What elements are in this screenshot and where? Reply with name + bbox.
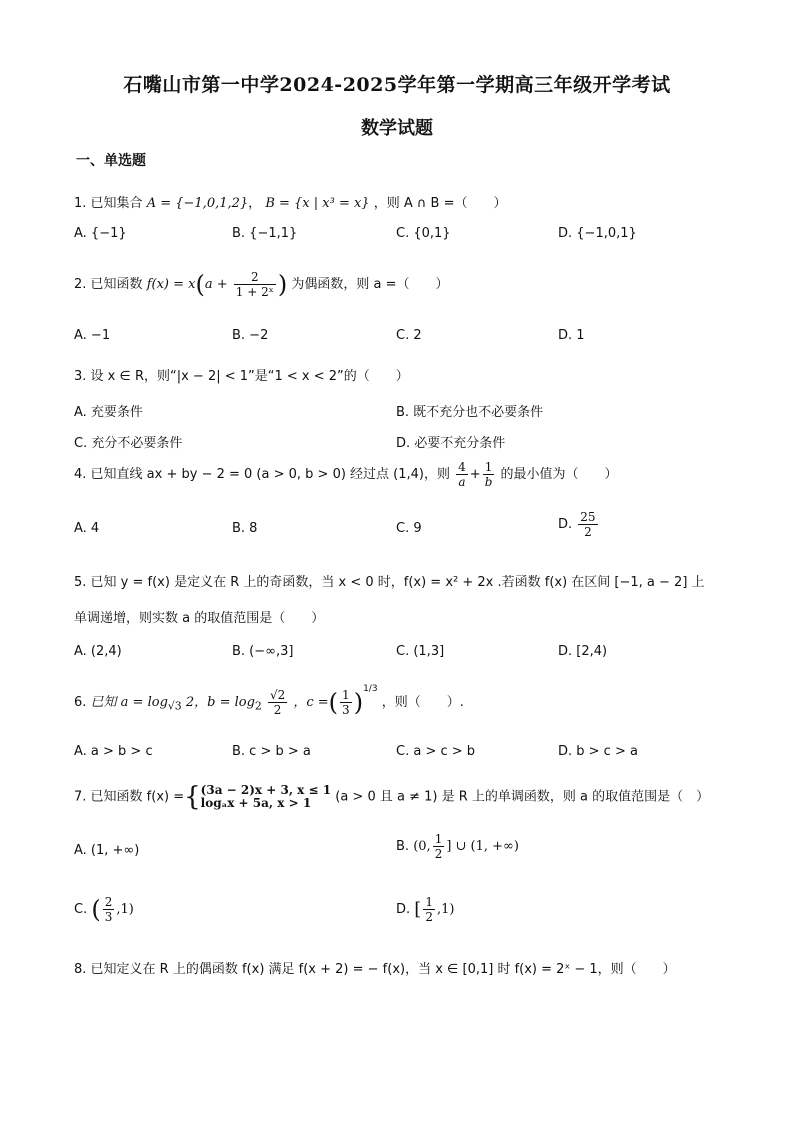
question-number: 1. (74, 196, 87, 211)
fraction-denominator: 2 (273, 703, 282, 717)
math: ] ∪ (1, +∞) (446, 839, 519, 854)
question-number: 6. (74, 695, 87, 710)
option-b: B. 8 (232, 521, 258, 536)
exponent: 1/3 (363, 683, 378, 694)
option-a: A. a > b > c (74, 744, 153, 759)
log-base: 2 (254, 699, 262, 713)
piece-2: logₐx + 5a, x > 1 (200, 796, 312, 810)
option-c (74, 895, 134, 924)
question-6 (74, 683, 464, 717)
option-label: C. (74, 902, 88, 917)
math-set-a: A = {−1,0,1,2} (146, 196, 249, 211)
fraction-numerator: 1 (425, 895, 433, 909)
fraction-numerator: 1 (342, 688, 350, 702)
option-d (558, 510, 600, 539)
fraction-numerator: 2 (104, 895, 113, 909)
question-number: 3. (74, 369, 87, 384)
math-set-b: B = {x | x³ = x} (265, 196, 370, 211)
fraction (103, 895, 115, 924)
question-text: 的最小值为（ ） (500, 467, 618, 482)
question-text: 设 x ∈ R，则“|x − 2| < 1”是“1 < x < 2”的（ ） (90, 369, 409, 384)
fraction (578, 510, 597, 539)
option-d: D. [2,4) (558, 644, 608, 659)
question-text: (a > 0 且 a ≠ 1) 是 R 上的单调函数，则 a 的取值范围是（ ） (335, 789, 710, 805)
fraction-denominator: 3 (104, 910, 113, 924)
question-text: 已知函数 (90, 277, 143, 292)
fraction-denominator: a (458, 475, 466, 489)
option-c: C. a > c > b (396, 744, 476, 759)
fraction-numerator: 2 (234, 270, 276, 285)
fraction (433, 832, 445, 861)
question-text: 已知函数 f(x) = (90, 789, 185, 805)
fraction (234, 270, 276, 299)
option-d: D. 1 (558, 328, 585, 343)
option-c: C. 9 (396, 521, 422, 536)
question-number: 5. (74, 575, 87, 590)
question-text: ，则 A ∩ B =（ ） (373, 196, 507, 211)
question-3 (74, 365, 409, 384)
piecewise (201, 784, 331, 810)
question-8 (74, 958, 676, 977)
option-label: D. (396, 902, 411, 917)
option-d: D. b > c > a (558, 744, 638, 759)
option-b: B. c > b > a (232, 744, 311, 759)
math-c: ，c = (293, 695, 329, 710)
math: (0, (413, 839, 431, 854)
math-a-plus: a + (204, 277, 228, 292)
page-subtitle: 数学试题 (361, 118, 433, 139)
option-a: A. −1 (74, 328, 111, 343)
paren-close: ) (353, 688, 364, 717)
paren-open: ( (195, 270, 205, 299)
question-4: 4. 已知直线 ax + by − 2 = 0 (a > 0, b > 0) 经过点 (1,4)，则 $\frac{4}{a}$ + $\frac{1}{b}$ 的最小值为（ ） (74, 460, 618, 489)
math-fx: f(x) = x (146, 277, 196, 292)
option-d (396, 895, 454, 924)
fraction (456, 460, 468, 489)
question-text: 已知 y = f(x) 是定义在 R 上的奇函数，当 x < 0 时，f(x) = x² + 2x .若函数 f(x) 在区间 [−1, a − 2] 上 (90, 575, 705, 590)
option-label: D. (558, 517, 573, 532)
fraction-denominator: 3 (342, 703, 350, 717)
math: ,1) (436, 902, 455, 917)
option-c: C. 2 (396, 328, 422, 343)
bracket-open: [ (414, 899, 422, 920)
fraction-numerator: 4 (458, 460, 466, 474)
page-title: 石嘴山市第一中学2024-2025学年第一学期高三年级开学考试 (123, 74, 671, 96)
fraction (268, 688, 287, 717)
question-text: 已知直线 ax + by − 2 = 0 (a > 0, b > 0) 经过点 (1,4)，则 (90, 467, 450, 482)
paren-close: ) (277, 270, 288, 299)
option-a: A. (1, +∞) (74, 843, 140, 858)
option-a: A. 4 (74, 521, 100, 536)
fraction-denominator: b (484, 475, 493, 489)
paren-open: ( (328, 688, 339, 717)
question-5 (74, 571, 705, 590)
option-label: B. (396, 839, 410, 854)
question-1: 1. 已知集合 A = {−1,0,1,2}， B = {x | x³ = x} ，则 A ∩ B =（ ） (74, 196, 507, 211)
question-7 (74, 782, 709, 812)
fraction (483, 460, 495, 489)
fraction-denominator: 2 (434, 847, 443, 861)
piece-1: (3a − 2)x + 3, x ≤ 1 (200, 783, 332, 797)
option-b: B. {−1,1} (232, 226, 298, 241)
log-base: √3 (167, 699, 182, 713)
option-c: C. (1,3] (396, 644, 445, 659)
fraction-denominator: 2 (584, 525, 592, 539)
section-heading: 一、单选题 (76, 153, 146, 169)
brace: { (184, 782, 201, 812)
fraction (340, 688, 352, 717)
option-b: B. 既不充分也不必要条件 (396, 405, 544, 420)
question-text: 已知集合 (90, 196, 143, 211)
math-b-log: 2，b = log (185, 695, 255, 710)
question-number: 8. (74, 962, 87, 977)
fraction-denominator: 2 (425, 910, 433, 924)
option-c: C. 充分不必要条件 (74, 436, 183, 451)
option-b: B. −2 (232, 328, 269, 343)
question-5-line-2: 单调递增，则实数 a 的取值范围是（ ） (74, 611, 325, 626)
option-c: C. {0,1} (396, 226, 451, 241)
option-a: A. {−1} (74, 226, 127, 241)
fraction-numerator: 1 (483, 460, 495, 475)
fraction (423, 895, 435, 924)
question-number: 2. (74, 277, 87, 292)
option-b: B. (−∞,3] (232, 644, 294, 659)
math-a-log: 已知 a = log (90, 695, 168, 710)
question-2 (74, 270, 448, 299)
option-a: A. (2,4) (74, 644, 122, 659)
question-text: 已知定义在 R 上的偶函数 f(x) 满足 f(x + 2) = − f(x)，当 x ∈ [0,1] 时 f(x) = 2ˣ − 1，则（ ） (90, 962, 676, 977)
option-b (396, 832, 519, 861)
question-text: ，则（ ）. (381, 695, 464, 710)
fraction-numerator: √2 (269, 688, 286, 702)
fraction-numerator: 1 (434, 832, 443, 846)
math: ,1) (116, 902, 134, 917)
question-number: 7. (74, 789, 87, 805)
paren-open: ( (91, 895, 101, 924)
fraction-numerator: 25 (580, 510, 596, 524)
option-d: D. 必要不充分条件 (396, 436, 506, 451)
question-number: 4. (74, 467, 87, 482)
question-text: 为偶函数，则 a =（ ） (291, 277, 449, 292)
option-d: D. {−1,0,1} (558, 226, 637, 241)
option-a: A. 充要条件 (74, 405, 143, 420)
fraction-denominator: 1 + 2ˣ (235, 285, 274, 299)
